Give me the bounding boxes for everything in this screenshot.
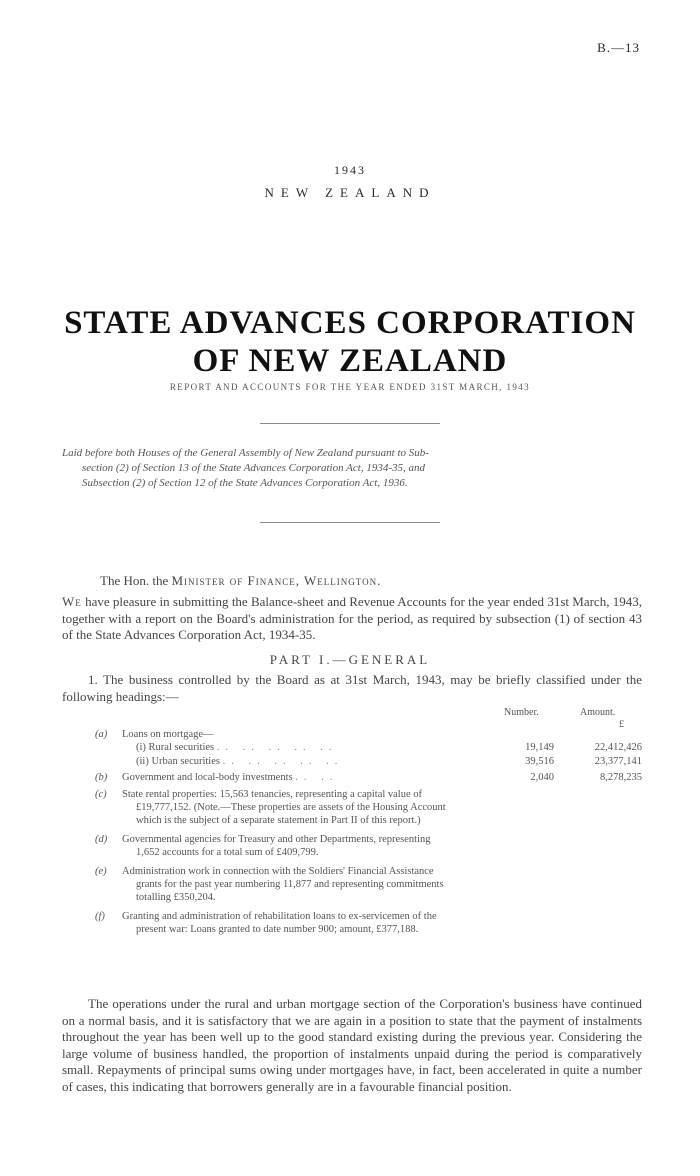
list-item xyxy=(95,771,642,784)
divider-rule xyxy=(260,522,440,523)
item-label: (e) xyxy=(95,865,107,877)
item-text: State rental properties: 15,563 tenancies, representing a capital value of xyxy=(122,788,423,800)
item-text: Administration work in connection with the Soldiers' Financial Assistance xyxy=(122,865,434,877)
paragraph-1: 1. The business controlled by the Board as at 31st March, 1943, may be briefly classified under the following headings:— xyxy=(62,672,642,704)
country-heading: NEW ZEALAND xyxy=(264,185,436,200)
salutation-addressee: Minister of Finance, Wellington. xyxy=(171,573,382,588)
item-amount: 23,377,141 xyxy=(594,755,642,767)
currency-symbol: £ xyxy=(619,719,624,730)
list-item xyxy=(95,728,642,768)
item-label: (d) xyxy=(95,833,108,845)
document-title-line-2: OF NEW ZEALAND xyxy=(192,343,508,379)
laid-before-line: Laid before both Houses of the General Assembly of New Zealand pursuant to Sub- xyxy=(62,447,429,459)
laid-before-line: section (2) of Section 13 of the State Advances Corporation Act, 1934-35, and xyxy=(82,462,425,474)
item-label: (b) xyxy=(95,772,108,784)
item-text: (i) Rural securities xyxy=(136,742,215,754)
intro-paragraph xyxy=(62,594,642,644)
list-item xyxy=(95,910,642,937)
list-item xyxy=(95,833,642,860)
document-title-line-1: STATE ADVANCES CORPORATION xyxy=(64,305,636,341)
laid-before-notice xyxy=(62,446,640,491)
table-row: Government and local-body investments .. .. 2,040 8,278,235 xyxy=(122,772,642,784)
paragraph-2: The operations under the rural and urban mortgage section of the Corporation's business have continued on a normal basis, and it is satisfactory that we are again in a position to state that the payment of instalments throughout the year has been well up to the good standard existing during the previous year. Considering the large volume of business handled, the proportion of instalments unpaid during the period is comparatively small. Repayments of principal sums owing under mortgages have, in fact, been accelerated in quite a number of cases, this indicating that borrowers generally are in a favourable financial position. xyxy=(62,996,642,1094)
salutation xyxy=(100,573,381,589)
document-subtitle: REPORT AND ACCOUNTS FOR THE YEAR ENDED 31ST MARCH, 1943 xyxy=(169,382,531,392)
item-text: Governmental agencies for Treasury and other Departments, representing xyxy=(122,833,431,845)
item-text: grants for the past year numbering 11,877 and representing commitments xyxy=(136,879,444,890)
column-header-number: Number. xyxy=(504,707,539,718)
table-row: (i) Rural securities .. .. .. .. .. 19,149 22,412,426 xyxy=(136,742,642,754)
item-label: (a) xyxy=(95,729,108,740)
item-text: £19,777,152. (Note.—These properties are assets of the Housing Account xyxy=(136,801,446,813)
item-text: Loans on mortgage— xyxy=(122,729,214,740)
intro-dropcap: We xyxy=(62,594,82,609)
salutation-prefix: The Hon. the xyxy=(100,573,172,588)
item-text: present war: Loans granted to date number 900; amount, £377,188. xyxy=(136,924,419,936)
item-text: 1,652 accounts for a total sum of £409,799. xyxy=(136,847,319,859)
item-text: Granting and administration of rehabilitation loans to ex-servicemen of the xyxy=(122,910,437,922)
item-text: which is the subject of a separate statement in Part II of this report.) xyxy=(136,815,421,827)
item-number: 19,149 xyxy=(525,742,554,754)
report-year: 1943 xyxy=(334,163,366,177)
item-label: (f) xyxy=(95,910,105,922)
laid-before-line: Subsection (2) of Section 12 of the State Advances Corporation Act, 1936. xyxy=(82,477,408,489)
item-number: 39,516 xyxy=(525,755,554,767)
item-amount: 22,412,426 xyxy=(594,742,642,754)
intro-text: have pleasure in submitting the Balance-sheet and Revenue Accounts for the year ended 31st March, 1943, together with a report on the Board's administration for the period, as required by subsection (1) of section 43 of the State Advances Corporation Act, 1934-35. xyxy=(62,594,642,642)
divider-rule xyxy=(260,423,440,424)
item-amount: 8,278,235 xyxy=(600,772,642,784)
table-row: (ii) Urban securities .. .. .. .. .. 39,516 23,377,141 xyxy=(136,755,642,767)
list-item xyxy=(95,865,642,905)
item-number: 2,040 xyxy=(530,772,554,784)
list-item xyxy=(95,788,642,828)
page-reference: B.—13 xyxy=(597,40,640,55)
part-heading: PART I.—GENERAL xyxy=(269,652,431,667)
item-label: (c) xyxy=(95,788,107,800)
item-text: Government and local-body investments xyxy=(122,772,293,784)
column-header-amount: Amount. xyxy=(580,707,616,718)
item-text: (ii) Urban securities xyxy=(136,755,220,767)
business-items-list xyxy=(95,716,642,937)
item-text: totalling £350,204. xyxy=(136,892,216,904)
